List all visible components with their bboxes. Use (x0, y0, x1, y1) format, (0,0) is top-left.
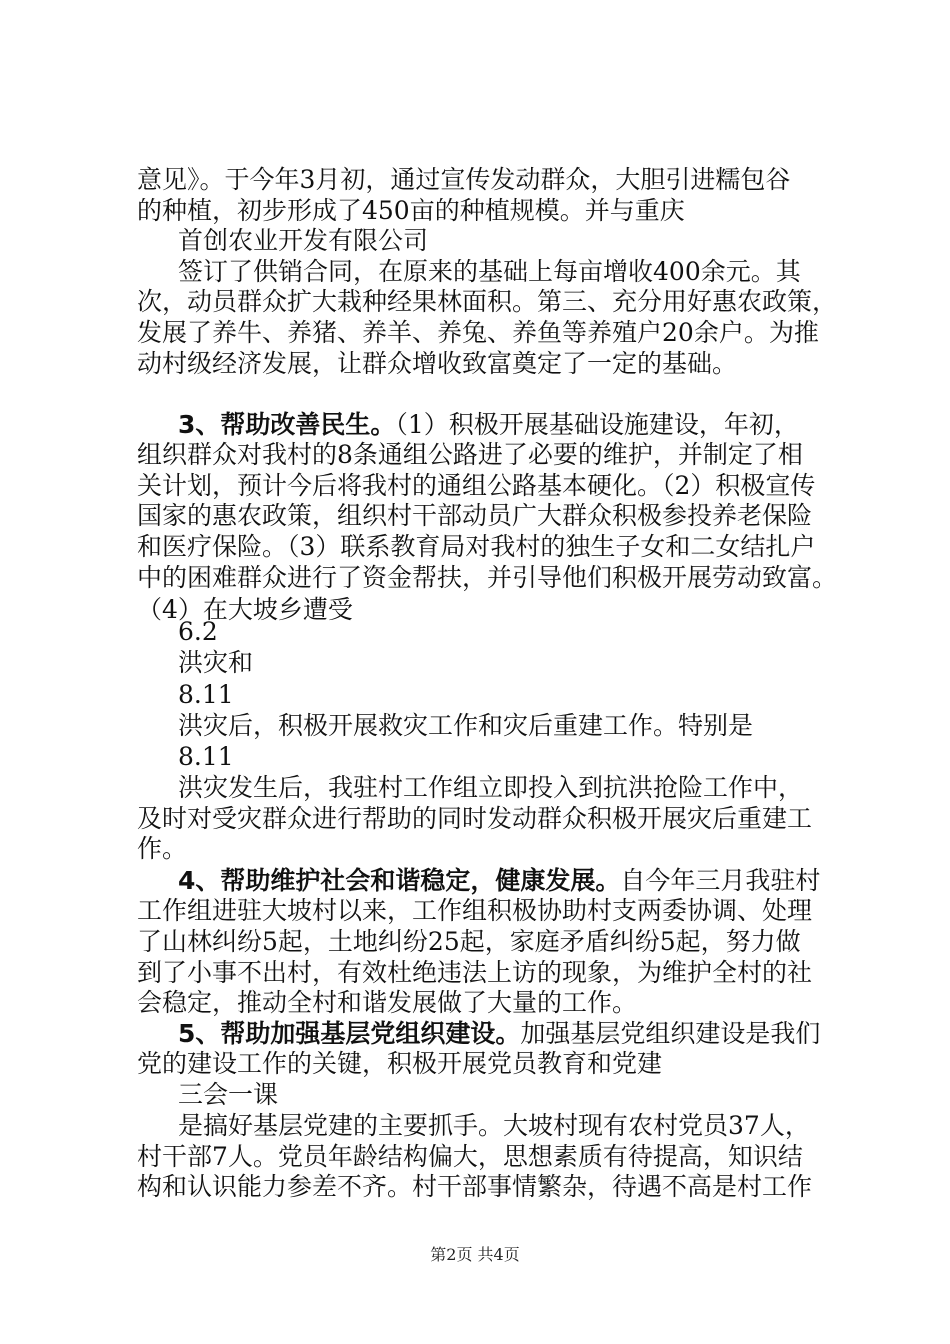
section-heading: 5、帮助加强基层党组织建设。 (178, 1019, 521, 1048)
text-line: 关计划，预计今后将我村的通组公路基本硬化。（2）积极宣传 (137, 471, 816, 500)
text-line: 工作组进驻大坡村以来，工作组积极协助村支两委协调、处理 (137, 896, 813, 925)
text-line: 洪灾后，积极开展救灾工作和灾后重建工作。特别是 (178, 711, 754, 740)
section-heading: 3、帮助改善民生。 (178, 410, 396, 439)
text-line: 组织群众对我村的8条通组公路进了必要的维护，并制定了相 (137, 440, 803, 469)
text-line: （4）在大坡乡遭受 (137, 595, 353, 624)
text-line: 及时对受灾群众进行帮助的同时发动群众积极开展灾后重建工 (137, 804, 813, 833)
text-line: 8.11 (178, 742, 234, 771)
text-line: 发展了养牛、养猪、养羊、养兔、养鱼等养殖户20余户。为推 (137, 318, 819, 347)
section-text: 自今年三月我驻村 (620, 866, 821, 895)
text-line: 次，动员群众扩大栽种经果林面积。第三、充分用好惠农政策， (137, 287, 838, 316)
text-line: 首创农业开发有限公司 (178, 226, 429, 255)
text-line: 构和认识能力参差不齐。村干部事情繁杂，待遇不高是村工作 (137, 1172, 813, 1201)
section-text: （1）积极开展基础设施建设，年初， (395, 410, 799, 439)
text-line: 意见》。于今年3月初，通过宣传发动群众，大胆引进糯包谷 (137, 165, 791, 194)
text-line (178, 1019, 820, 1049)
text-line: 是搞好基层党建的主要抓手。大坡村现有农村党员37人， (178, 1111, 810, 1140)
text-line: 签订了供销合同，在原来的基础上每亩增收400余元。其 (178, 257, 801, 286)
section-text: 加强基层党组织建设是我们 (520, 1019, 821, 1048)
text-line: 8.11 (178, 680, 234, 709)
text-line: 村干部7人。党员年龄结构偏大，思想素质有待提高，知识结 (137, 1142, 803, 1171)
text-line: 动村级经济发展，让群众增收致富奠定了一定的基础。 (137, 349, 738, 378)
text-line: 党的建设工作的关键，积极开展党员教育和党建 (137, 1049, 663, 1078)
text-line: 会稳定，推动全村和谐发展做了大量的工作。 (137, 988, 638, 1017)
text-line: 中的困难群众进行了资金帮扶，并引导他们积极开展劳动致富。 (137, 563, 838, 592)
text-line: 洪灾发生后，我驻村工作组立即投入到抗洪抢险工作中， (178, 773, 804, 802)
text-line: 作。 (137, 834, 188, 863)
text-line (178, 866, 820, 896)
text-line: 三会一课 (178, 1080, 279, 1109)
section-heading: 4、帮助维护社会和谐稳定，健康发展。 (178, 866, 621, 895)
text-line: 和医疗保险。（3）联系教育局对我村的独生子女和二女结扎户 (137, 532, 816, 561)
text-line: 了山林纠纷5起，土地纠纷25起，家庭矛盾纠纷5起，努力做 (137, 927, 801, 956)
text-line: 的种植，初步形成了450亩的种植规模。并与重庆 (137, 196, 685, 225)
text-line: 6.2 (178, 617, 218, 646)
text-line (178, 410, 799, 440)
text-line: 国家的惠农政策，组织村干部动员广大群众积极参投养老保险 (137, 501, 813, 530)
text-line: 洪灾和 (178, 648, 254, 677)
text-line: 到了小事不出村，有效杜绝违法上访的现象，为维护全村的社 (137, 958, 813, 987)
page-footer: 第2页 共4页 (430, 1245, 520, 1264)
